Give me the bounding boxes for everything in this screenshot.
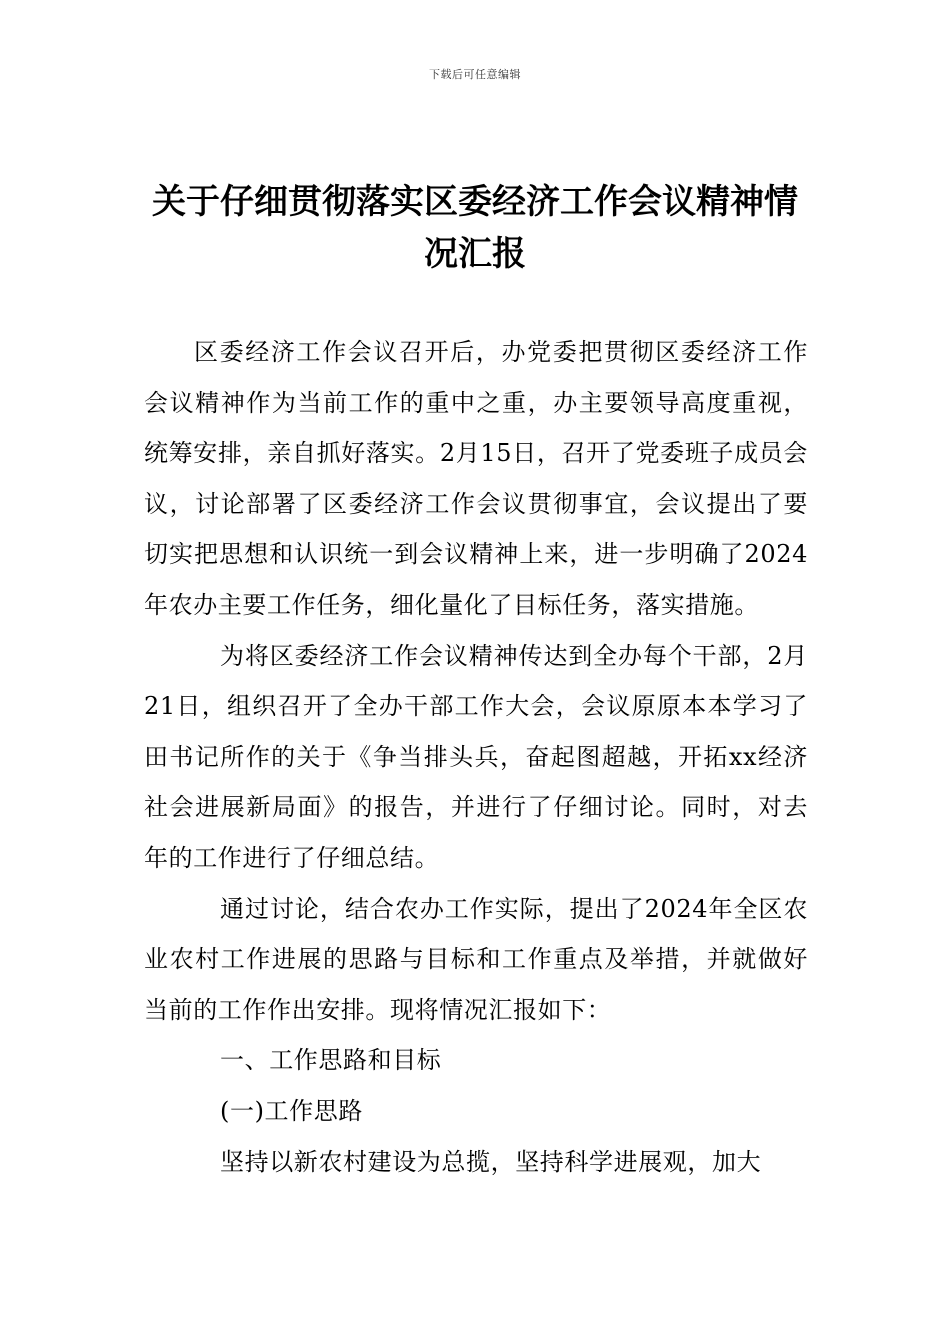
header-note: 下载后可任意编辑	[429, 68, 521, 81]
document-title: 关于仔细贯彻落实区委经济工作会议精神情况汇报	[152, 182, 798, 274]
paragraph-2: 为将区委经济工作会议精神传达到全办每个干部，2月21日，组织召开了全办干部工作大会，会议原原本本学习了田书记所作的关于《争当排头兵，奋起图超越，开拓xx经济社会进展新局面》的报告，并进行了仔细讨论。同时，对去年的工作进行了仔细总结。	[144, 641, 808, 872]
paragraph-3: 通过讨论，结合农办工作实际，提出了2024年全区农业农村工作进展的思路与目标和工作重点及举措，并就做好当前的工作作出安排。现将情况汇报如下：	[144, 894, 808, 1024]
paragraph-4: 坚持以新农村建设为总揽，坚持科学进展观，加大	[220, 1147, 762, 1176]
document-body	[144, 327, 808, 1187]
section-heading-1: 一、工作思路和目标	[220, 1046, 442, 1075]
paragraph-1: 区委经济工作会议召开后，办党委把贯彻区委经济工作会议精神作为当前工作的重中之重，办主要领导高度重视，统筹安排，亲自抓好落实。2月15日，召开了党委班子成员会议，讨论部署了区委经济工作会议贯彻事宜，会议提出了要切实把思想和认识统一到会议精神上来，进一步明确了2024年农办主要工作任务，细化量化了目标任务，落实措施。	[144, 338, 808, 619]
subsection-heading-1: (一)工作思路	[220, 1096, 363, 1125]
